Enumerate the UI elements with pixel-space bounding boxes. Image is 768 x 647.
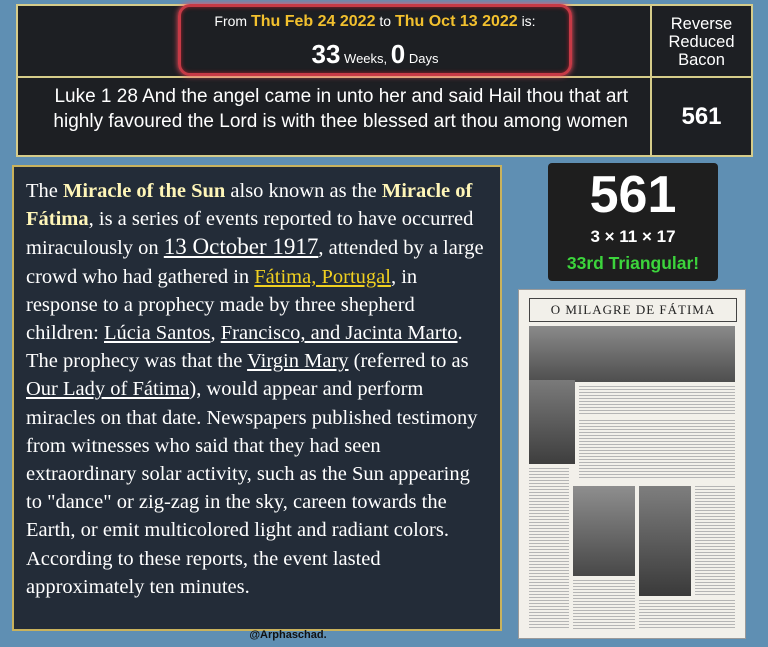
number-factors: 3 × 11 × 17: [590, 227, 676, 246]
kneeling-photo: [573, 486, 635, 576]
article-part: also known as the: [225, 180, 382, 202]
cipher-name-line3: Bacon: [678, 51, 725, 69]
date-range-box: [178, 4, 572, 76]
days-count: 0: [390, 39, 406, 69]
article-text: [12, 165, 502, 631]
keyword-miracle-of-fatima: Miracle of Fátima: [26, 180, 473, 231]
is-label: is:: [521, 13, 536, 29]
phrase-text: Luke 1 28 And the angel came in unto her and said Hail thou that art highly favoured the Lord is with thee blessed art thou among women: [53, 86, 628, 132]
francisco-jacinta-link[interactable]: Francisco, and Jacinta Marto: [220, 322, 458, 345]
from-date: Thu Feb 24 2022: [250, 13, 376, 30]
number-value: 561: [589, 166, 677, 224]
article-part: (referred to as: [348, 350, 469, 373]
left-text-column: [529, 468, 569, 628]
woman-photo: [639, 486, 691, 596]
our-lady-link[interactable]: Our Lady of Fátima: [26, 378, 190, 401]
article-part: , attended by a large crowd who had gathered in: [26, 237, 484, 288]
days-label: Days: [408, 51, 439, 66]
newspaper-title: O MILAGRE DE FÁTIMA: [529, 298, 737, 322]
article-part: ,: [210, 322, 221, 345]
to-date: Thu Oct 13 2022: [394, 13, 518, 30]
article-part: . The prophecy was that the: [26, 322, 463, 373]
event-date-link[interactable]: 13 October 1917: [163, 234, 319, 260]
place-link[interactable]: Fátima, Portugal: [254, 265, 391, 288]
crowd-photo: [529, 326, 735, 382]
virgin-mary-link[interactable]: Virgin Mary: [247, 350, 349, 373]
article-part: ), would appear and perform miracles on that date. Newspapers published testimony from witnesses who said that they had seen extraordinary solar activity, such as the Sun appearing to "dance" or zig-zag in the sky, careen towards the Earth, or emit multicolored light and radiant colors. According to these reports, the event lasted approximately ten minutes.: [26, 378, 478, 598]
portrait-photo: [529, 380, 575, 464]
duration-line: [181, 39, 569, 70]
number-box: [548, 163, 718, 281]
from-label: From: [214, 13, 248, 29]
triangular-label: 33rd Triangular!: [566, 253, 700, 273]
article-part: , in response to a prophecy made by three shepherd children:: [26, 265, 418, 345]
article-part: The: [26, 180, 63, 202]
phrase-value: 561: [681, 103, 722, 130]
weeks-count: 33: [311, 39, 341, 69]
caption-text: [579, 386, 735, 416]
weeks-label: Weeks,: [344, 51, 388, 66]
bottom-text-column: [573, 580, 635, 630]
body-text-column: [579, 420, 735, 480]
to-label: to: [379, 13, 392, 29]
author-credit: @Arphaschad.: [249, 629, 327, 641]
article-part: , is a series of events reported to have occurred miraculously on: [26, 208, 474, 260]
lucia-link[interactable]: Lúcia Santos: [104, 322, 211, 345]
keyword-miracle-of-the-sun: Miracle of the Sun: [63, 180, 226, 202]
cipher-name-line1: Reverse: [670, 15, 733, 33]
cipher-name-line2: Reduced: [668, 33, 735, 51]
bottom-right-text: [639, 600, 735, 630]
date-range-line: [181, 13, 569, 31]
cipher-name: [650, 6, 753, 74]
newspaper-image: [518, 289, 746, 639]
right-text-column: [695, 486, 735, 596]
